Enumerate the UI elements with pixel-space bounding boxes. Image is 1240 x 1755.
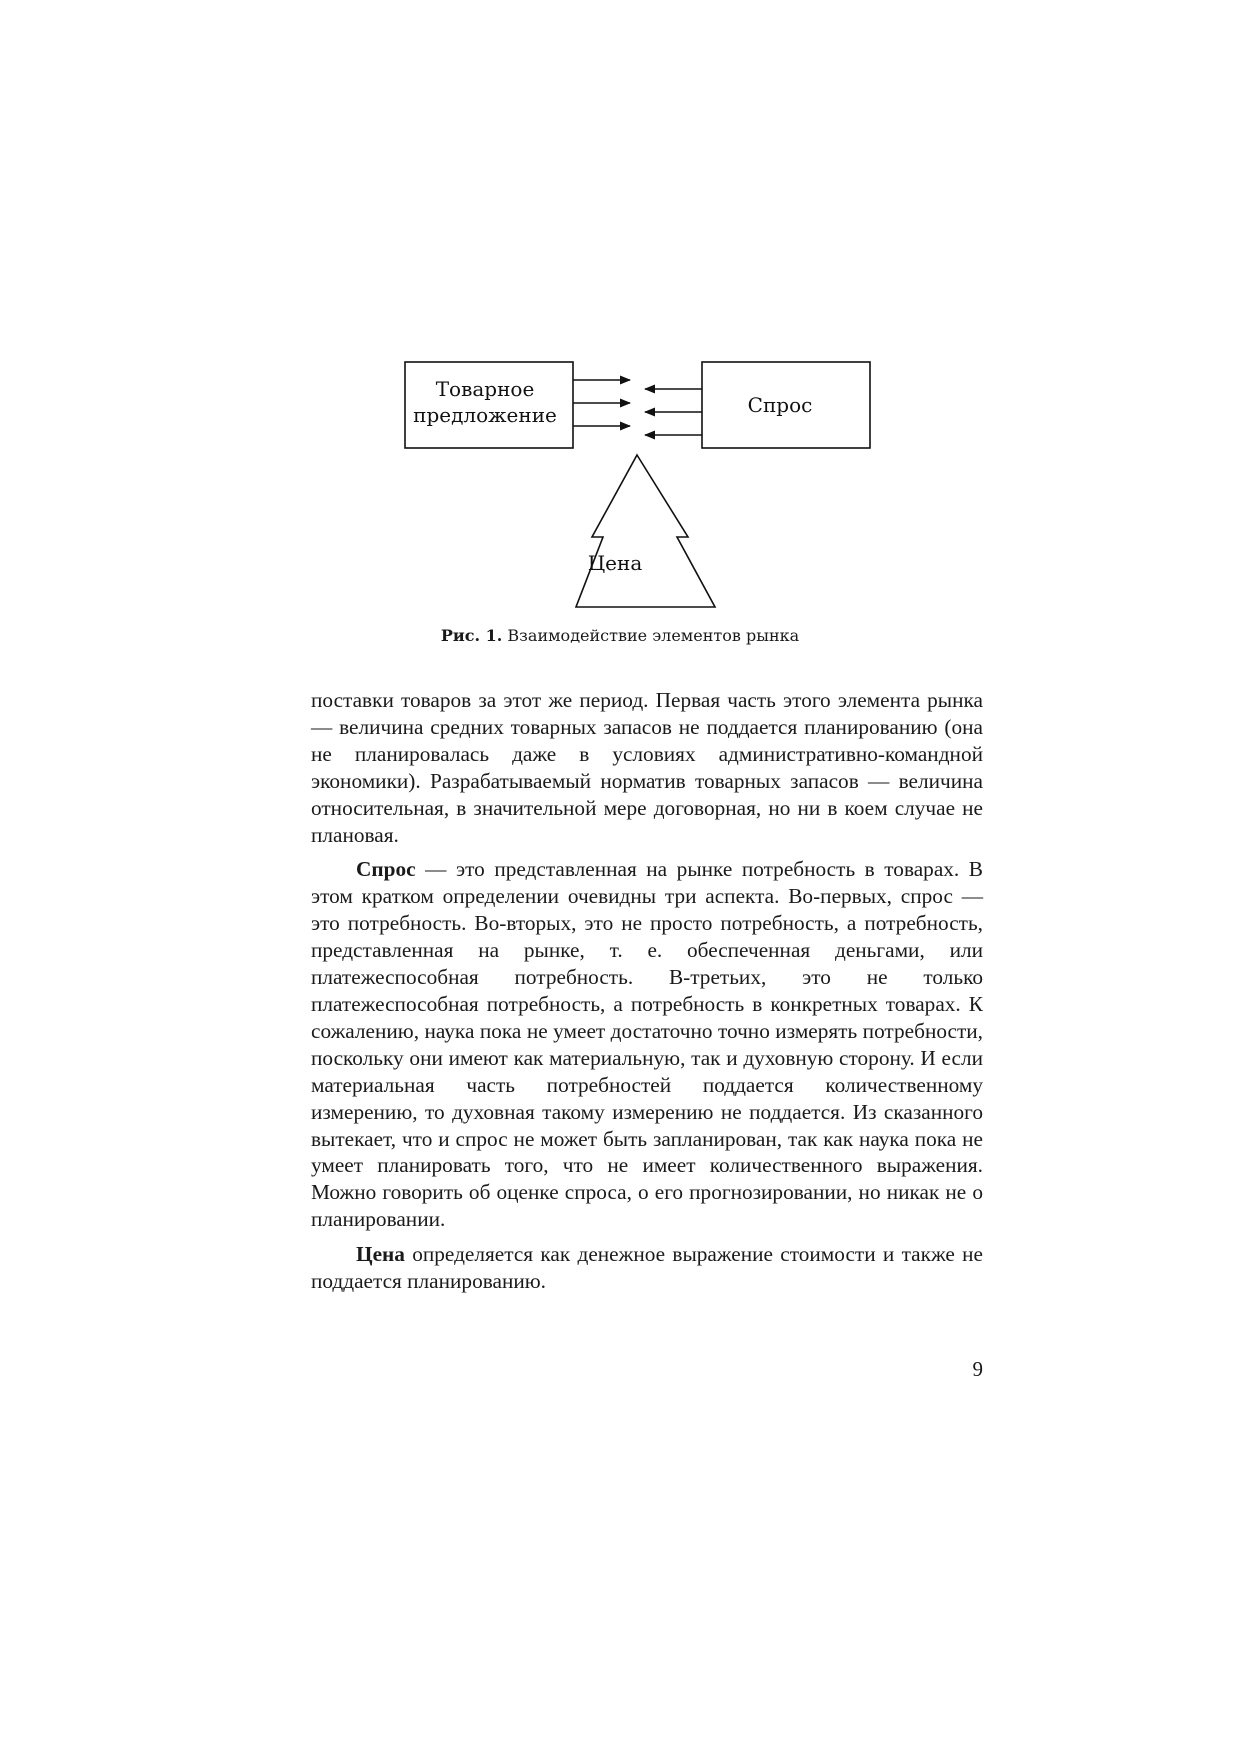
- term-price: Цена: [356, 1242, 405, 1267]
- caption-label: Рис. 1.: [440, 626, 503, 645]
- price-arrow-shape: [576, 455, 715, 607]
- paragraph-text: — это представленная на рынке потребность в товарах. В этом кратком определении очевидны три аспекта. Во-первых, спрос — это потребность. Во-вторых, это не просто потребность, а потребность, представленная на рынке, т. е. обеспеченная деньгами, или платежеспособная потребность. В-третьих, это не только платежеспособная потребность, а потребность в конкретных товарах. К сожалению, наука пока не умеет достаточно точно измерять потребности, поскольку они имеют как материальную, так и духовную сторону. И если материальная часть потребностей поддается количественному измерению, то духовная такому измерению не поддается. Из сказанного вытекает, что и спрос не может быть запланирован, так как наука пока не умеет планировать того, что не имеет количественного выражения. Можно говорить об оценке спроса, о его прогнозировании, но никак не о планировании.: [311, 857, 983, 1232]
- term-demand: Спрос: [356, 857, 416, 882]
- price-label: Цена: [587, 551, 643, 575]
- paragraph: [311, 1241, 983, 1295]
- figure-caption: [300, 625, 940, 647]
- demand-label: Спрос: [747, 393, 813, 417]
- caption-text: Взаимодействие элементов рынка: [507, 626, 800, 645]
- paragraph: поставки товаров за этот же период. Первая часть этого элемента рынка — величина средних товарных запасов не поддается планированию (она не планировалась даже в условиях административно-командной экономики). Разрабатываемый норматив товарных запасов — величина относительная, в значительной мере договорная, но ни в коем случае не плановая.: [311, 688, 983, 847]
- body-text: [311, 687, 983, 1303]
- market-elements-diagram: [395, 358, 875, 618]
- paragraph-text: определяется как денежное выражение стоимости и также не поддается планированию.: [311, 1242, 983, 1294]
- page-number: 9: [972, 1357, 983, 1381]
- supply-label: Товарное предложение: [413, 377, 557, 427]
- paragraph: [311, 856, 983, 1233]
